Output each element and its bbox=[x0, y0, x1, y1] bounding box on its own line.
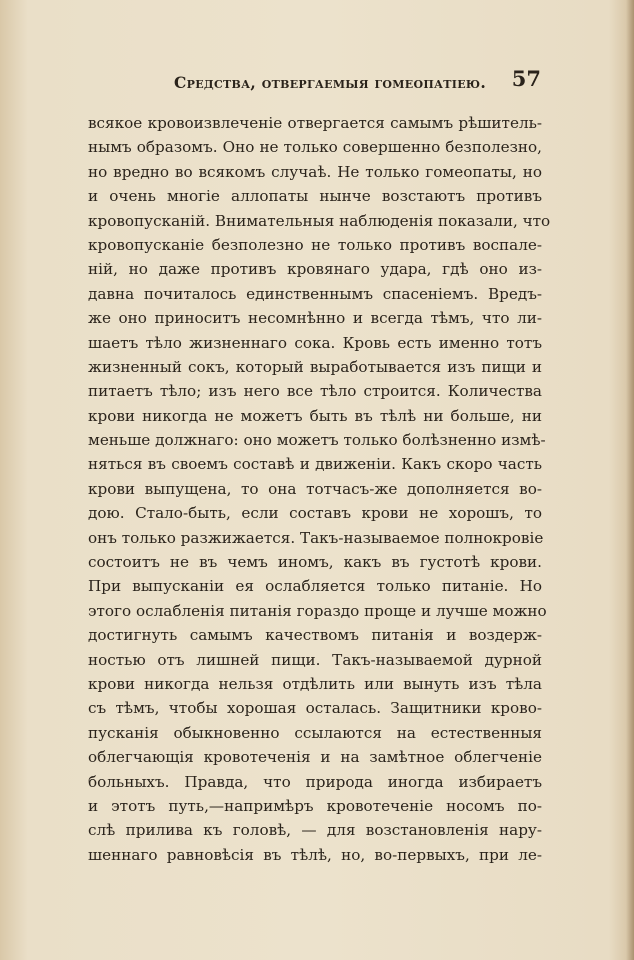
text-line: и очень многiе аллопаты нынче возстаютъ противъ bbox=[88, 187, 542, 206]
text-line: кровопусканiе безполезно не только противъ воспале- bbox=[88, 235, 542, 254]
text-line: меньше должнаго: оно можетъ только болѣзненно измѣ- bbox=[88, 431, 546, 450]
text-line: При выпусканiи ея ослабляется только питанiе. Но bbox=[88, 577, 542, 596]
text-line: няться въ своемъ составѣ и движенiи. Какъ скоро часть bbox=[88, 455, 542, 474]
text-line: облегчающiя кровотеченiя и на замѣтное облегченiе bbox=[88, 748, 542, 767]
text-line: крови никогда не можетъ быть въ тѣлѣ ни больше, ни bbox=[88, 406, 542, 425]
text-line: ностью отъ лишней пищи. Такъ-называемой дурной bbox=[88, 650, 542, 669]
text-line: нымъ образомъ. Оно не только совершенно безполезно, bbox=[88, 138, 542, 157]
text-line: слѣ прилива къ головѣ, — для возстановленiя нару- bbox=[88, 821, 542, 840]
text-line: состоитъ не въ чемъ иномъ, какъ въ густотѣ крови. bbox=[88, 553, 542, 572]
text-line: дою. Стало-быть, если составъ крови не хорошъ, то bbox=[88, 504, 542, 523]
text-line: шаетъ тѣло жизненнаго сока. Кровь есть именно тотъ bbox=[88, 333, 542, 352]
text-line: больныхъ. Правда, что природа иногда избираетъ bbox=[88, 772, 542, 791]
text-line: давна почиталось единственнымъ спасенiемъ. Вредъ- bbox=[88, 284, 542, 303]
page-header bbox=[88, 66, 543, 96]
text-line: же оно приноситъ несомнѣнно и всегда тѣмъ, что ли- bbox=[88, 309, 542, 328]
text-line: пусканiя обыкновенно ссылаются на естественныя bbox=[88, 723, 542, 742]
page-number: 57 bbox=[511, 66, 541, 91]
text-line: нiй, но даже противъ кровянаго удара, гдѣ оно из- bbox=[88, 260, 542, 279]
text-line: достигнуть самымъ качествомъ питанiя и воздерж- bbox=[88, 626, 542, 645]
text-line: шеннаго равновѣсiя въ тѣлѣ, но, во-первыхъ, при ле- bbox=[88, 845, 542, 864]
text-line: питаетъ тѣло; изъ него все тѣло строится. Количества bbox=[88, 382, 542, 401]
text-line: крови выпущена, то она тотчасъ-же дополняется во- bbox=[88, 479, 542, 498]
text-line: кровопусканiй. Внимательныя наблюденiя показали, что bbox=[88, 211, 551, 230]
text-line: и этотъ путь,—напримѣръ кровотеченiе носомъ по- bbox=[88, 796, 542, 815]
text-line: онъ только разжижается. Такъ-называемое полнокровiе bbox=[88, 528, 544, 547]
running-title: Средства, отвергаемыя гомеопатiею. bbox=[174, 73, 487, 92]
text-line: жизненный сокъ, который выработывается изъ пищи и bbox=[88, 357, 542, 376]
text-line: но вредно во всякомъ случаѣ. Не только гомеопаты, но bbox=[88, 162, 542, 181]
text-line: всякое кровоизвлеченiе отвергается самымъ рѣшитель- bbox=[88, 114, 542, 132]
text-line: крови никогда нельзя отдѣлить или вынуть изъ тѣла bbox=[88, 674, 542, 693]
text-line: съ тѣмъ, чтобы хорошая осталась. Защитники крово- bbox=[88, 699, 542, 718]
body-text bbox=[88, 111, 551, 867]
text-line: этого ослабленiя питанiя гораздо проще и лучше можно bbox=[88, 601, 547, 620]
